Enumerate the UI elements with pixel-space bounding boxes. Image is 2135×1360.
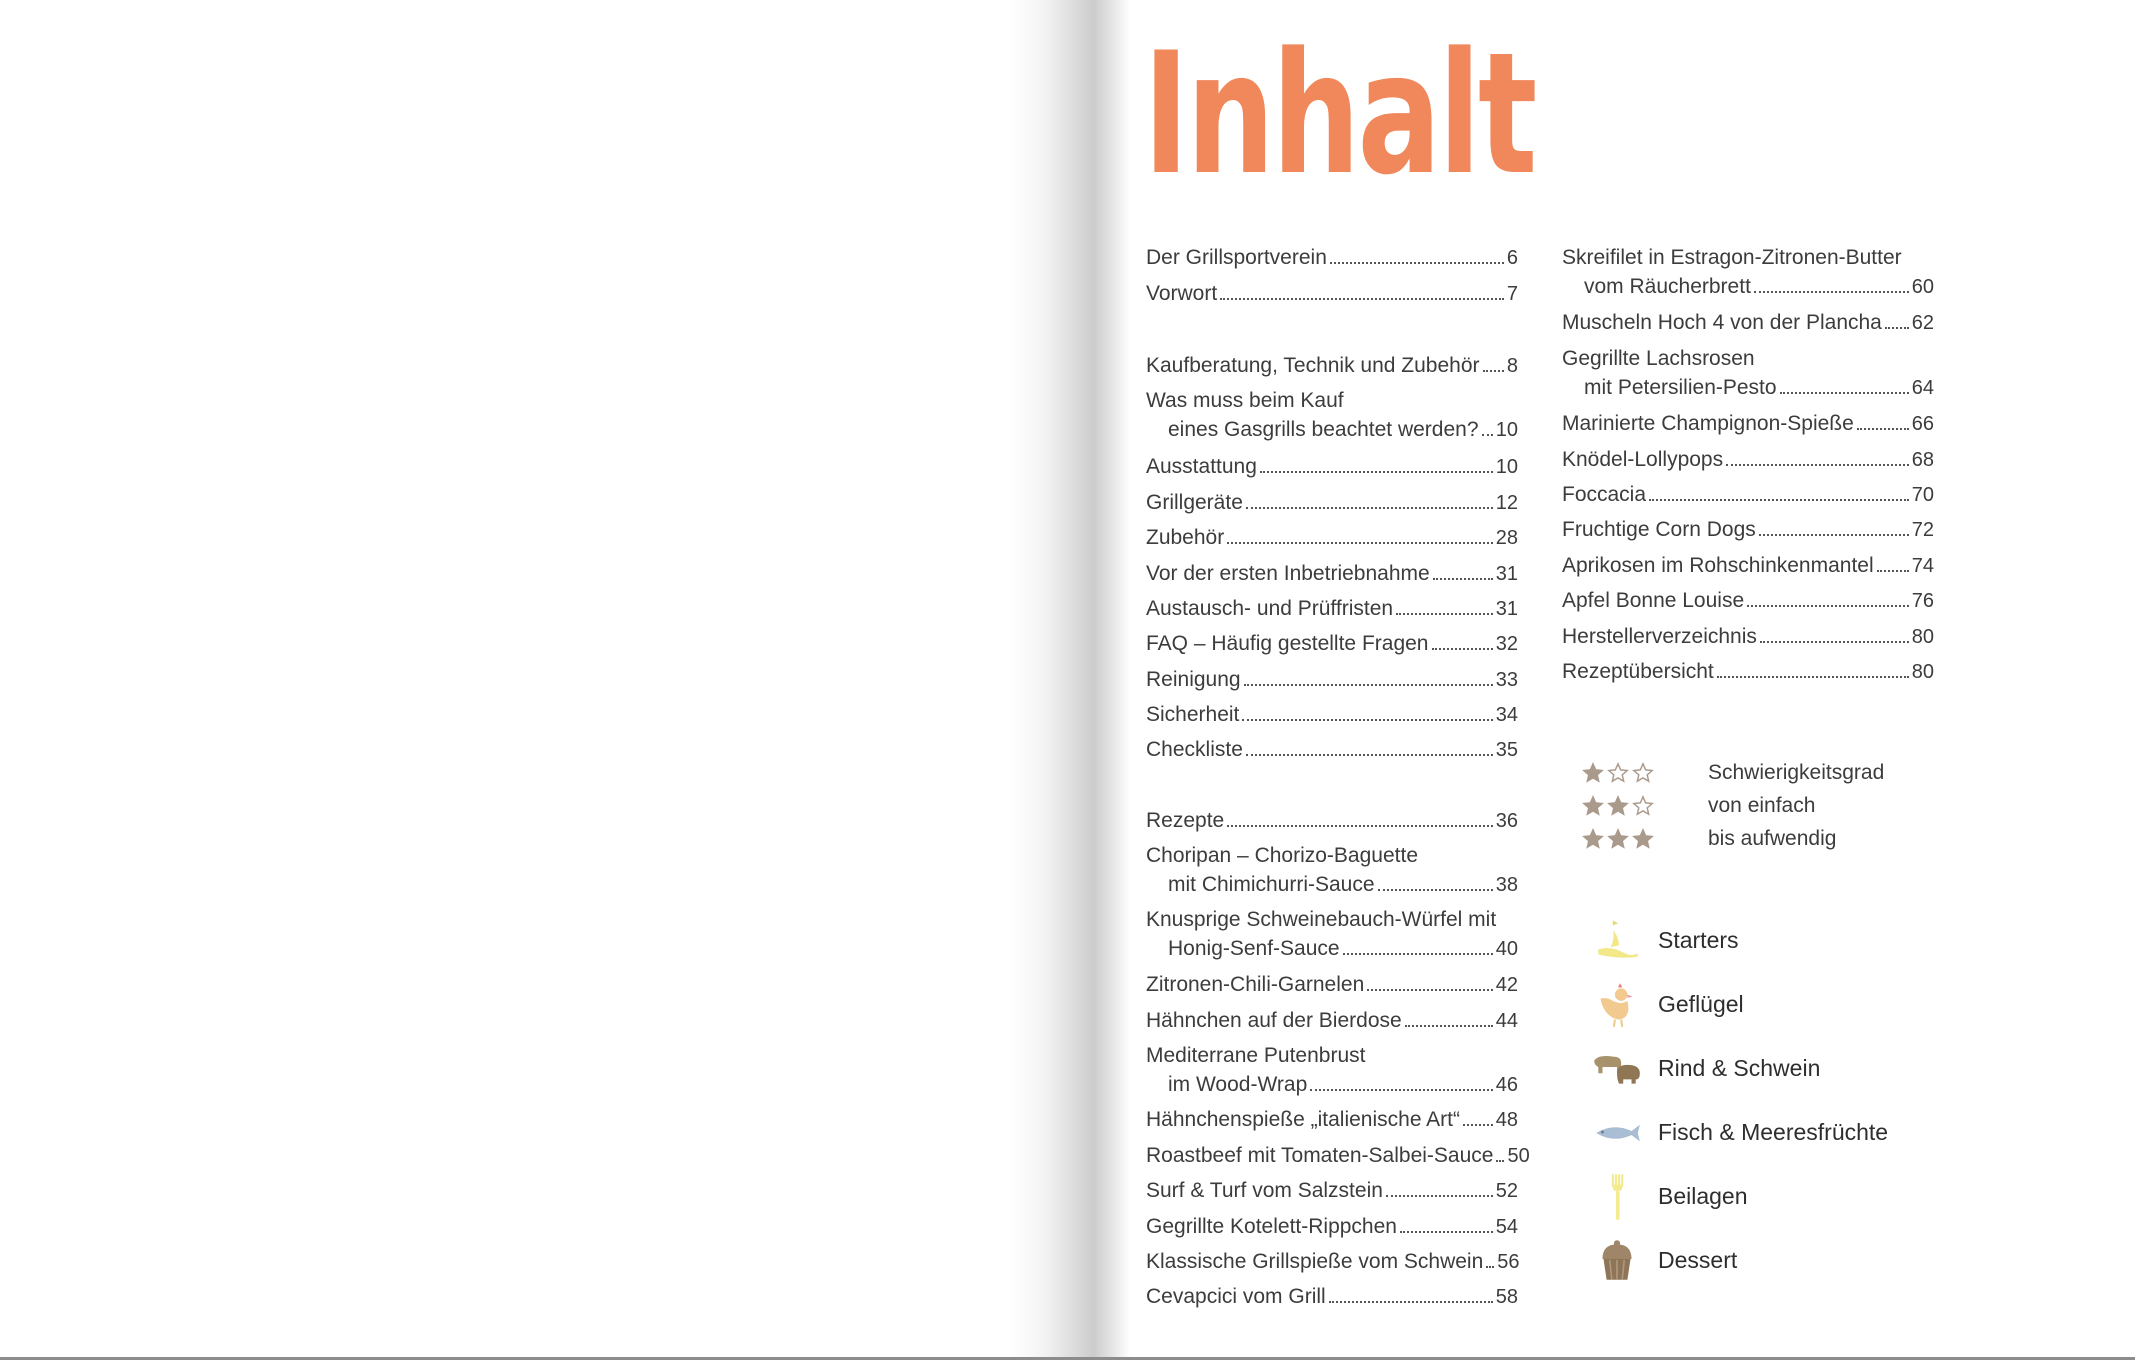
toc-entry-title: Grillgeräte xyxy=(1146,491,1243,514)
toc-entry-title: Honig-Senf-Sauce xyxy=(1168,937,1340,960)
toc-entry xyxy=(1146,970,1518,1000)
toc-entry-title: Muscheln Hoch 4 von der Plancha xyxy=(1562,311,1882,334)
star-outline-icon xyxy=(1607,762,1629,784)
toc-entry-title: Sicherheit xyxy=(1146,703,1240,726)
toc-entry-line-continued xyxy=(1146,1070,1518,1100)
toc-entry-title: Vorwort xyxy=(1146,282,1218,305)
toc-page-number: 70 xyxy=(1911,484,1934,506)
difficulty-label: von einfach xyxy=(1708,794,1816,817)
dot-leader xyxy=(1242,719,1492,721)
toc-entry-title: Marinierte Champignon-Spieße xyxy=(1562,412,1854,435)
toc-entry-line-continued xyxy=(1146,415,1518,445)
toc-entry xyxy=(1146,1212,1518,1242)
toc-entry xyxy=(1146,351,1518,381)
toc-entry-line-continued xyxy=(1562,272,1934,302)
toc-entry-title: im Wood-Wrap xyxy=(1168,1073,1308,1096)
toc-entry-title: Was muss beim Kauf xyxy=(1146,389,1344,412)
toc-page-number: 80 xyxy=(1911,661,1934,683)
toc-entry-line xyxy=(1146,905,1518,934)
toc-page-number: 48 xyxy=(1495,1109,1518,1131)
toc-entry-title: vom Räucherbrett xyxy=(1584,275,1751,298)
page-title: Inhalt xyxy=(1143,16,1535,212)
toc-entry xyxy=(1562,308,1934,338)
toc-entry-line xyxy=(1562,344,1934,373)
dot-leader xyxy=(1463,1124,1493,1126)
toc-entry-title: Herstellerverzeichnis xyxy=(1562,625,1757,648)
toc-entry-title: Zitronen-Chili-Garnelen xyxy=(1146,973,1365,996)
toc-entry xyxy=(1562,445,1934,475)
toc-entry-line xyxy=(1146,1006,1518,1036)
cow-pig-icon xyxy=(1590,1042,1644,1094)
toc-entry-line xyxy=(1146,386,1518,415)
toc-entry-line xyxy=(1562,551,1934,581)
toc-entry xyxy=(1562,480,1934,510)
toc-entry-line xyxy=(1146,1212,1518,1242)
toc-entry xyxy=(1146,1141,1530,1171)
toc-entry xyxy=(1146,629,1518,659)
star-filled-icon xyxy=(1582,828,1604,850)
toc-entry xyxy=(1146,279,1518,309)
toc-page-number: 31 xyxy=(1495,598,1518,620)
dot-leader xyxy=(1649,499,1909,501)
toc-entry-title: Vor der ersten Inbetriebnahme xyxy=(1146,562,1430,585)
dot-leader xyxy=(1246,507,1493,509)
toc-entry-title: Rezeptübersicht xyxy=(1562,660,1714,683)
toc-entry xyxy=(1146,905,1518,964)
toc-entry-line xyxy=(1146,523,1518,553)
toc-page-number: 10 xyxy=(1495,419,1518,441)
toc-entry-line xyxy=(1146,1141,1530,1171)
toc-entry-line xyxy=(1146,806,1518,836)
difficulty-label: Schwierigkeitsgrad xyxy=(1708,761,1885,784)
dot-leader xyxy=(1227,825,1493,827)
toc-entry-title: Fruchtige Corn Dogs xyxy=(1562,518,1756,541)
toc-entry xyxy=(1146,1247,1518,1277)
toc-page-number: 72 xyxy=(1911,519,1934,541)
toc-page-number: 8 xyxy=(1506,355,1518,377)
toc-page-number: 66 xyxy=(1911,413,1934,435)
toc-entry-line xyxy=(1146,1247,1518,1277)
category-row xyxy=(1582,1041,1820,1095)
toc-entry-line-continued xyxy=(1146,934,1518,964)
toc-entry xyxy=(1562,586,1934,616)
toc-page-number: 52 xyxy=(1495,1180,1518,1202)
toc-entry-title: Surf & Turf vom Salzstein xyxy=(1146,1179,1383,1202)
difficulty-stars xyxy=(1552,762,1682,784)
toc-entry-line-continued xyxy=(1146,870,1518,900)
fish-icon xyxy=(1590,1106,1644,1158)
toc-entry xyxy=(1562,344,1934,403)
toc-entry-title: Klassische Grillspieße vom Schwein xyxy=(1146,1250,1484,1273)
dot-leader xyxy=(1433,578,1493,580)
dot-leader xyxy=(1343,953,1493,955)
toc-entry-line xyxy=(1146,1282,1518,1312)
toc-entry-title: Hähnchen auf der Bierdose xyxy=(1146,1009,1402,1032)
toc-entry-line xyxy=(1146,351,1518,381)
dot-leader xyxy=(1220,298,1504,300)
toc-page-number: 64 xyxy=(1911,377,1934,399)
category-label: Geflügel xyxy=(1658,990,1744,1017)
dot-leader xyxy=(1482,434,1493,436)
toc-entry-title: Hähnchenspieße „italienische Art“ xyxy=(1146,1108,1460,1131)
toc-entry xyxy=(1562,551,1934,581)
dot-leader xyxy=(1386,1195,1493,1197)
dot-leader xyxy=(1246,754,1493,756)
toc-entry-title: Gegrillte Lachsrosen xyxy=(1562,347,1755,370)
toc-entry-title: Gegrillte Kotelett-Rippchen xyxy=(1146,1215,1397,1238)
toc-entry xyxy=(1146,841,1518,900)
toc-page-number: 68 xyxy=(1911,449,1934,471)
category-label: Rind & Schwein xyxy=(1658,1054,1821,1081)
difficulty-label: bis aufwendig xyxy=(1708,827,1837,850)
toc-entry-line xyxy=(1146,243,1518,273)
toc-entry-line xyxy=(1146,1176,1518,1206)
toc-entry-line xyxy=(1146,665,1518,695)
starter-icon xyxy=(1590,914,1644,966)
toc-entry-line xyxy=(1146,629,1518,659)
dot-leader xyxy=(1396,613,1493,615)
toc-page-number: 42 xyxy=(1495,974,1518,996)
category-label: Dessert xyxy=(1658,1246,1738,1273)
dot-leader xyxy=(1780,392,1909,394)
category-icon xyxy=(1582,1233,1652,1287)
toc-entry xyxy=(1146,700,1518,730)
toc-entry-line xyxy=(1146,488,1518,518)
toc-entry-title: Apfel Bonne Louise xyxy=(1562,589,1745,612)
toc-entry xyxy=(1146,1105,1518,1135)
toc-entry-title: Zubehör xyxy=(1146,526,1225,549)
dot-leader xyxy=(1885,327,1909,329)
category-icon xyxy=(1582,1169,1652,1223)
category-label: Beilagen xyxy=(1658,1182,1748,1209)
toc-page-number: 74 xyxy=(1911,555,1934,577)
toc-page-number: 33 xyxy=(1495,669,1518,691)
toc-entry-title: eines Gasgrills beachtet werden? xyxy=(1168,418,1479,441)
toc-page-number: 50 xyxy=(1507,1145,1530,1167)
toc-page-number: 31 xyxy=(1495,563,1518,585)
dot-leader xyxy=(1400,1231,1493,1233)
toc-entry xyxy=(1146,386,1518,445)
toc-page-number: 62 xyxy=(1911,312,1934,334)
toc-entry-line xyxy=(1146,452,1518,482)
book-gutter-shadow xyxy=(1010,0,1130,1357)
toc-entry-title: Cevapcici vom Grill xyxy=(1146,1285,1326,1308)
toc-page-number: 58 xyxy=(1495,1286,1518,1308)
dot-leader xyxy=(1726,464,1909,466)
category-icon xyxy=(1582,1105,1652,1159)
toc-page-number: 7 xyxy=(1506,283,1518,305)
category-icon xyxy=(1582,913,1652,967)
toc-page-number: 35 xyxy=(1495,739,1518,761)
dot-leader xyxy=(1754,291,1909,293)
dot-leader xyxy=(1405,1025,1493,1027)
toc-entry xyxy=(1146,1041,1518,1100)
toc-entry-title: Reinigung xyxy=(1146,668,1241,691)
toc-page-number: 76 xyxy=(1911,590,1934,612)
toc-entry-title: Austausch- und Prüffristen xyxy=(1146,597,1394,620)
toc-entry-line xyxy=(1146,841,1518,870)
toc-entry xyxy=(1146,243,1518,273)
category-label: Fisch & Meeresfrüchte xyxy=(1658,1118,1889,1145)
toc-entry xyxy=(1146,523,1518,553)
toc-entry-title: Knusprige Schweinebauch-Würfel mit xyxy=(1146,908,1497,931)
toc-entry-line xyxy=(1562,515,1934,545)
toc-entry-line xyxy=(1562,308,1934,338)
toc-entry-title: Roastbeef mit Tomaten-Salbei-Sauce xyxy=(1146,1144,1494,1167)
toc-entry-line xyxy=(1146,559,1518,589)
toc-entry-title: Skreifilet in Estragon-Zitronen-Butter xyxy=(1562,246,1902,269)
toc-entry-line xyxy=(1146,594,1518,624)
toc-entry xyxy=(1562,515,1934,545)
difficulty-row xyxy=(1552,761,1884,785)
toc-entry-line xyxy=(1146,1041,1518,1070)
toc-entry-line xyxy=(1562,586,1934,616)
difficulty-stars xyxy=(1552,795,1682,817)
difficulty-stars xyxy=(1552,828,1682,850)
toc-entry-line xyxy=(1562,622,1934,652)
toc-entry xyxy=(1146,735,1518,765)
toc-page-number: 36 xyxy=(1495,810,1518,832)
category-icon xyxy=(1582,1041,1652,1095)
category-row xyxy=(1582,977,1744,1031)
star-filled-icon xyxy=(1582,795,1604,817)
toc-entry-title: mit Chimichurri-Sauce xyxy=(1168,873,1375,896)
toc-page-number: 60 xyxy=(1911,276,1934,298)
star-filled-icon xyxy=(1607,828,1629,850)
cupcake-icon xyxy=(1590,1234,1644,1286)
toc-entry xyxy=(1146,452,1518,482)
category-row xyxy=(1582,1169,1748,1223)
toc-entry-line xyxy=(1146,1105,1518,1135)
toc-page-number: 34 xyxy=(1495,704,1518,726)
toc-page-number: 40 xyxy=(1495,938,1518,960)
category-icon xyxy=(1582,977,1652,1031)
dot-leader xyxy=(1747,605,1909,607)
dot-leader xyxy=(1877,570,1909,572)
toc-entry xyxy=(1146,806,1518,836)
chicken-icon xyxy=(1590,978,1644,1030)
toc-entry-title: Rezepte xyxy=(1146,809,1225,832)
dot-leader xyxy=(1378,889,1493,891)
toc-entry-title: Foccacia xyxy=(1562,483,1647,506)
toc-entry-line xyxy=(1562,445,1934,475)
dot-leader xyxy=(1244,684,1493,686)
dot-leader xyxy=(1496,1160,1504,1162)
toc-entry xyxy=(1146,1282,1518,1312)
toc-entry xyxy=(1146,488,1518,518)
dot-leader xyxy=(1330,262,1504,264)
toc-page-number: 28 xyxy=(1495,527,1518,549)
toc-entry-title: Checkliste xyxy=(1146,738,1243,761)
toc-entry-line xyxy=(1146,279,1518,309)
dot-leader xyxy=(1260,471,1493,473)
toc-entry-line xyxy=(1562,657,1934,687)
toc-entry-title: Ausstattung xyxy=(1146,455,1257,478)
toc-entry xyxy=(1146,1006,1518,1036)
fork-icon xyxy=(1590,1170,1644,1222)
toc-entry xyxy=(1562,409,1934,439)
dot-leader xyxy=(1486,1266,1494,1268)
toc-entry xyxy=(1562,622,1934,652)
dot-leader xyxy=(1310,1089,1492,1091)
star-filled-icon xyxy=(1632,828,1654,850)
toc-entry-title: mit Petersilien-Pesto xyxy=(1584,376,1777,399)
toc-entry xyxy=(1562,243,1934,302)
toc-entry-line xyxy=(1562,243,1934,272)
toc-page-number: 12 xyxy=(1495,492,1518,514)
dot-leader xyxy=(1367,989,1492,991)
category-row xyxy=(1582,1233,1737,1287)
toc-entry-title: Mediterrane Putenbrust xyxy=(1146,1044,1366,1067)
toc-entry-line xyxy=(1146,970,1518,1000)
toc-page-number: 10 xyxy=(1495,456,1518,478)
dot-leader xyxy=(1227,542,1493,544)
category-label: Starters xyxy=(1658,926,1739,953)
toc-entry-title: Kaufberatung, Technik und Zubehör xyxy=(1146,354,1480,377)
category-row xyxy=(1582,913,1739,967)
toc-entry-title: Choripan – Chorizo-Baguette xyxy=(1146,844,1418,867)
toc-page-number: 80 xyxy=(1911,626,1934,648)
toc-page-number: 38 xyxy=(1495,874,1518,896)
toc-page-number: 56 xyxy=(1497,1251,1520,1273)
toc-entry-title: Der Grillsportverein xyxy=(1146,246,1327,269)
dot-leader xyxy=(1759,534,1909,536)
toc-entry xyxy=(1146,1176,1518,1206)
dot-leader xyxy=(1760,641,1909,643)
difficulty-row xyxy=(1552,794,1815,818)
dot-leader xyxy=(1857,428,1909,430)
toc-entry xyxy=(1562,657,1934,687)
toc-entry-line xyxy=(1146,735,1518,765)
toc-entry xyxy=(1146,594,1518,624)
toc-entry-line-continued xyxy=(1562,373,1934,403)
star-filled-icon xyxy=(1607,795,1629,817)
toc-entry-title: Aprikosen im Rohschinkenmantel xyxy=(1562,554,1874,577)
toc-entry-title: Knödel-Lollypops xyxy=(1562,448,1724,471)
toc-entry-line xyxy=(1562,480,1934,510)
toc-page-number: 32 xyxy=(1495,633,1518,655)
toc-entry xyxy=(1146,559,1518,589)
dot-leader xyxy=(1432,648,1493,650)
toc-entry-title: FAQ – Häufig gestellte Fragen xyxy=(1146,632,1429,655)
difficulty-row xyxy=(1552,827,1836,851)
star-filled-icon xyxy=(1582,762,1604,784)
toc-entry-line xyxy=(1146,700,1518,730)
star-outline-icon xyxy=(1632,762,1654,784)
star-outline-icon xyxy=(1632,795,1654,817)
dot-leader xyxy=(1329,1301,1493,1303)
dot-leader xyxy=(1483,370,1504,372)
toc-page-number: 44 xyxy=(1495,1010,1518,1032)
toc-page-number: 6 xyxy=(1506,247,1518,269)
dot-leader xyxy=(1717,676,1909,678)
toc-page-number: 46 xyxy=(1495,1074,1518,1096)
toc-page-number: 54 xyxy=(1495,1216,1518,1238)
category-row xyxy=(1582,1105,1888,1159)
toc-entry xyxy=(1146,665,1518,695)
toc-entry-line xyxy=(1562,409,1934,439)
